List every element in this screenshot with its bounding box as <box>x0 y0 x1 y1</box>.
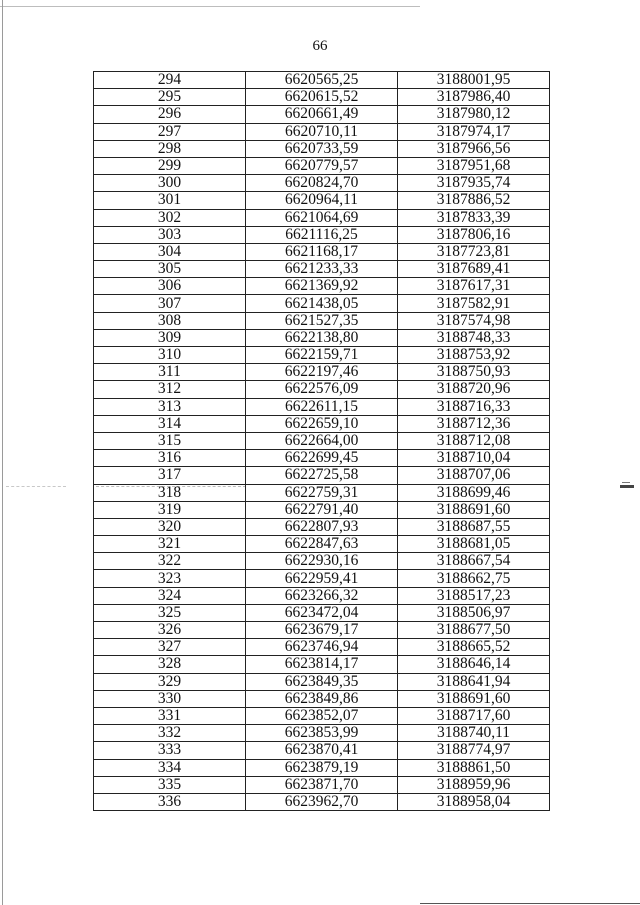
x-coordinate-cell: 6621527,35 <box>246 312 398 329</box>
x-coordinate-cell: 6622659,10 <box>246 415 398 432</box>
table-row <box>94 639 550 656</box>
table-row <box>94 604 550 621</box>
y-coordinate-cell: 3188717,60 <box>398 707 550 724</box>
point-number-cell: 303 <box>94 226 246 243</box>
y-coordinate-cell: 3188861,50 <box>398 759 550 776</box>
point-number-cell: 298 <box>94 140 246 157</box>
x-coordinate-cell: 6621438,05 <box>246 295 398 312</box>
table-row <box>94 381 550 398</box>
x-coordinate-cell: 6620964,11 <box>246 192 398 209</box>
x-coordinate-cell: 6622791,40 <box>246 501 398 518</box>
y-coordinate-cell: 3187886,52 <box>398 192 550 209</box>
point-number-cell: 295 <box>94 89 246 106</box>
point-number-cell: 329 <box>94 673 246 690</box>
point-number-cell: 332 <box>94 725 246 742</box>
y-coordinate-cell: 3187574,98 <box>398 312 550 329</box>
table-row <box>94 295 550 312</box>
y-coordinate-cell: 3188748,33 <box>398 329 550 346</box>
point-number-cell: 296 <box>94 106 246 123</box>
point-number-cell: 326 <box>94 622 246 639</box>
table-row <box>94 72 550 89</box>
x-coordinate-cell: 6620565,25 <box>246 72 398 89</box>
table-row <box>94 501 550 518</box>
x-coordinate-cell: 6623266,32 <box>246 587 398 604</box>
point-number-cell: 335 <box>94 776 246 793</box>
y-coordinate-cell: 3188506,97 <box>398 604 550 621</box>
table-row <box>94 243 550 260</box>
table-row <box>94 553 550 570</box>
table-row <box>94 725 550 742</box>
y-coordinate-cell: 3188750,93 <box>398 364 550 381</box>
y-coordinate-cell: 3188667,54 <box>398 553 550 570</box>
point-number-cell: 333 <box>94 742 246 759</box>
point-number-cell: 297 <box>94 123 246 140</box>
point-number-cell: 331 <box>94 707 246 724</box>
table-row <box>94 484 550 501</box>
y-coordinate-cell: 3188691,60 <box>398 501 550 518</box>
table-row <box>94 192 550 209</box>
y-coordinate-cell: 3187833,39 <box>398 209 550 226</box>
point-number-cell: 317 <box>94 467 246 484</box>
y-coordinate-cell: 3188712,08 <box>398 432 550 449</box>
table-row <box>94 329 550 346</box>
y-coordinate-cell: 3187951,68 <box>398 157 550 174</box>
x-coordinate-cell: 6620824,70 <box>246 175 398 192</box>
point-number-cell: 320 <box>94 518 246 535</box>
point-number-cell: 319 <box>94 501 246 518</box>
point-number-cell: 300 <box>94 175 246 192</box>
y-coordinate-cell: 3187806,16 <box>398 226 550 243</box>
point-number-cell: 305 <box>94 261 246 278</box>
table-row <box>94 157 550 174</box>
table-row <box>94 450 550 467</box>
point-number-cell: 334 <box>94 759 246 776</box>
point-number-cell: 336 <box>94 793 246 810</box>
point-number-cell: 294 <box>94 72 246 89</box>
table-row <box>94 622 550 639</box>
x-coordinate-cell: 6622197,46 <box>246 364 398 381</box>
y-coordinate-cell: 3188740,11 <box>398 725 550 742</box>
point-number-cell: 304 <box>94 243 246 260</box>
x-coordinate-cell: 6622725,58 <box>246 467 398 484</box>
table-row <box>94 656 550 673</box>
y-coordinate-cell: 3188001,95 <box>398 72 550 89</box>
y-coordinate-cell: 3188710,04 <box>398 450 550 467</box>
y-coordinate-cell: 3187986,40 <box>398 89 550 106</box>
table-row <box>94 518 550 535</box>
y-coordinate-cell: 3188691,60 <box>398 690 550 707</box>
x-coordinate-cell: 6623879,19 <box>246 759 398 776</box>
point-number-cell: 315 <box>94 432 246 449</box>
point-number-cell: 327 <box>94 639 246 656</box>
scan-edge-bottom <box>420 903 640 904</box>
scan-fold-line-left <box>6 486 66 487</box>
x-coordinate-cell: 6621369,92 <box>246 278 398 295</box>
y-coordinate-cell: 3188662,75 <box>398 570 550 587</box>
x-coordinate-cell: 6623852,07 <box>246 707 398 724</box>
scan-mark-right <box>620 485 634 488</box>
table-row <box>94 209 550 226</box>
point-number-cell: 307 <box>94 295 246 312</box>
point-number-cell: 312 <box>94 381 246 398</box>
coordinates-table <box>93 71 550 811</box>
x-coordinate-cell: 6623472,04 <box>246 604 398 621</box>
x-coordinate-cell: 6623871,70 <box>246 776 398 793</box>
point-number-cell: 302 <box>94 209 246 226</box>
table-row <box>94 432 550 449</box>
y-coordinate-cell: 3188687,55 <box>398 518 550 535</box>
x-coordinate-cell: 6622930,16 <box>246 553 398 570</box>
x-coordinate-cell: 6623849,86 <box>246 690 398 707</box>
y-coordinate-cell: 3187966,56 <box>398 140 550 157</box>
table-row <box>94 570 550 587</box>
y-coordinate-cell: 3187689,41 <box>398 261 550 278</box>
table-row <box>94 673 550 690</box>
table-row <box>94 759 550 776</box>
x-coordinate-cell: 6622807,93 <box>246 518 398 535</box>
x-coordinate-cell: 6620615,52 <box>246 89 398 106</box>
table-row <box>94 776 550 793</box>
x-coordinate-cell: 6622159,71 <box>246 347 398 364</box>
table-row <box>94 707 550 724</box>
x-coordinate-cell: 6622847,63 <box>246 536 398 553</box>
scan-edge-top <box>0 6 420 7</box>
table-row <box>94 278 550 295</box>
table-row <box>94 364 550 381</box>
x-coordinate-cell: 6620661,49 <box>246 106 398 123</box>
x-coordinate-cell: 6621116,25 <box>246 226 398 243</box>
table-row <box>94 793 550 810</box>
point-number-cell: 306 <box>94 278 246 295</box>
point-number-cell: 318 <box>94 484 246 501</box>
coordinates-table-body <box>94 72 550 811</box>
table-row <box>94 312 550 329</box>
x-coordinate-cell: 6623814,17 <box>246 656 398 673</box>
table-row <box>94 140 550 157</box>
y-coordinate-cell: 3188517,23 <box>398 587 550 604</box>
table-row <box>94 467 550 484</box>
table-row <box>94 690 550 707</box>
x-coordinate-cell: 6621168,17 <box>246 243 398 260</box>
y-coordinate-cell: 3188774,97 <box>398 742 550 759</box>
point-number-cell: 328 <box>94 656 246 673</box>
x-coordinate-cell: 6623679,17 <box>246 622 398 639</box>
point-number-cell: 330 <box>94 690 246 707</box>
point-number-cell: 301 <box>94 192 246 209</box>
x-coordinate-cell: 6622138,80 <box>246 329 398 346</box>
x-coordinate-cell: 6621233,33 <box>246 261 398 278</box>
y-coordinate-cell: 3188681,05 <box>398 536 550 553</box>
x-coordinate-cell: 6621064,69 <box>246 209 398 226</box>
x-coordinate-cell: 6623746,94 <box>246 639 398 656</box>
point-number-cell: 325 <box>94 604 246 621</box>
table-row <box>94 261 550 278</box>
x-coordinate-cell: 6623962,70 <box>246 793 398 810</box>
x-coordinate-cell: 6623853,99 <box>246 725 398 742</box>
point-number-cell: 299 <box>94 157 246 174</box>
point-number-cell: 313 <box>94 398 246 415</box>
table-row <box>94 398 550 415</box>
y-coordinate-cell: 3188677,50 <box>398 622 550 639</box>
x-coordinate-cell: 6622699,45 <box>246 450 398 467</box>
table-row <box>94 123 550 140</box>
scan-edge-left <box>2 0 3 905</box>
y-coordinate-cell: 3188646,14 <box>398 656 550 673</box>
page-number: 66 <box>312 38 328 54</box>
y-coordinate-cell: 3187723,81 <box>398 243 550 260</box>
x-coordinate-cell: 6623870,41 <box>246 742 398 759</box>
x-coordinate-cell: 6620733,59 <box>246 140 398 157</box>
y-coordinate-cell: 3188699,46 <box>398 484 550 501</box>
table-row <box>94 347 550 364</box>
y-coordinate-cell: 3187582,91 <box>398 295 550 312</box>
x-coordinate-cell: 6620779,57 <box>246 157 398 174</box>
x-coordinate-cell: 6620710,11 <box>246 123 398 140</box>
table-row <box>94 106 550 123</box>
y-coordinate-cell: 3188707,06 <box>398 467 550 484</box>
x-coordinate-cell: 6622576,09 <box>246 381 398 398</box>
x-coordinate-cell: 6622664,00 <box>246 432 398 449</box>
point-number-cell: 309 <box>94 329 246 346</box>
x-coordinate-cell: 6622959,41 <box>246 570 398 587</box>
table-row <box>94 175 550 192</box>
x-coordinate-cell: 6622611,15 <box>246 398 398 415</box>
scan-mark-right-thin <box>622 482 630 483</box>
table-row <box>94 226 550 243</box>
table-row <box>94 587 550 604</box>
table-row <box>94 89 550 106</box>
point-number-cell: 316 <box>94 450 246 467</box>
point-number-cell: 324 <box>94 587 246 604</box>
y-coordinate-cell: 3187935,74 <box>398 175 550 192</box>
point-number-cell: 314 <box>94 415 246 432</box>
y-coordinate-cell: 3188712,36 <box>398 415 550 432</box>
y-coordinate-cell: 3188716,33 <box>398 398 550 415</box>
table-row <box>94 415 550 432</box>
point-number-cell: 323 <box>94 570 246 587</box>
y-coordinate-cell: 3187617,31 <box>398 278 550 295</box>
x-coordinate-cell: 6622759,31 <box>246 484 398 501</box>
point-number-cell: 308 <box>94 312 246 329</box>
y-coordinate-cell: 3188753,92 <box>398 347 550 364</box>
point-number-cell: 322 <box>94 553 246 570</box>
point-number-cell: 321 <box>94 536 246 553</box>
y-coordinate-cell: 3188665,52 <box>398 639 550 656</box>
table-row <box>94 742 550 759</box>
x-coordinate-cell: 6623849,35 <box>246 673 398 690</box>
point-number-cell: 311 <box>94 364 246 381</box>
y-coordinate-cell: 3187974,17 <box>398 123 550 140</box>
y-coordinate-cell: 3187980,12 <box>398 106 550 123</box>
y-coordinate-cell: 3188641,94 <box>398 673 550 690</box>
y-coordinate-cell: 3188959,96 <box>398 776 550 793</box>
table-row <box>94 536 550 553</box>
y-coordinate-cell: 3188958,04 <box>398 793 550 810</box>
y-coordinate-cell: 3188720,96 <box>398 381 550 398</box>
point-number-cell: 310 <box>94 347 246 364</box>
